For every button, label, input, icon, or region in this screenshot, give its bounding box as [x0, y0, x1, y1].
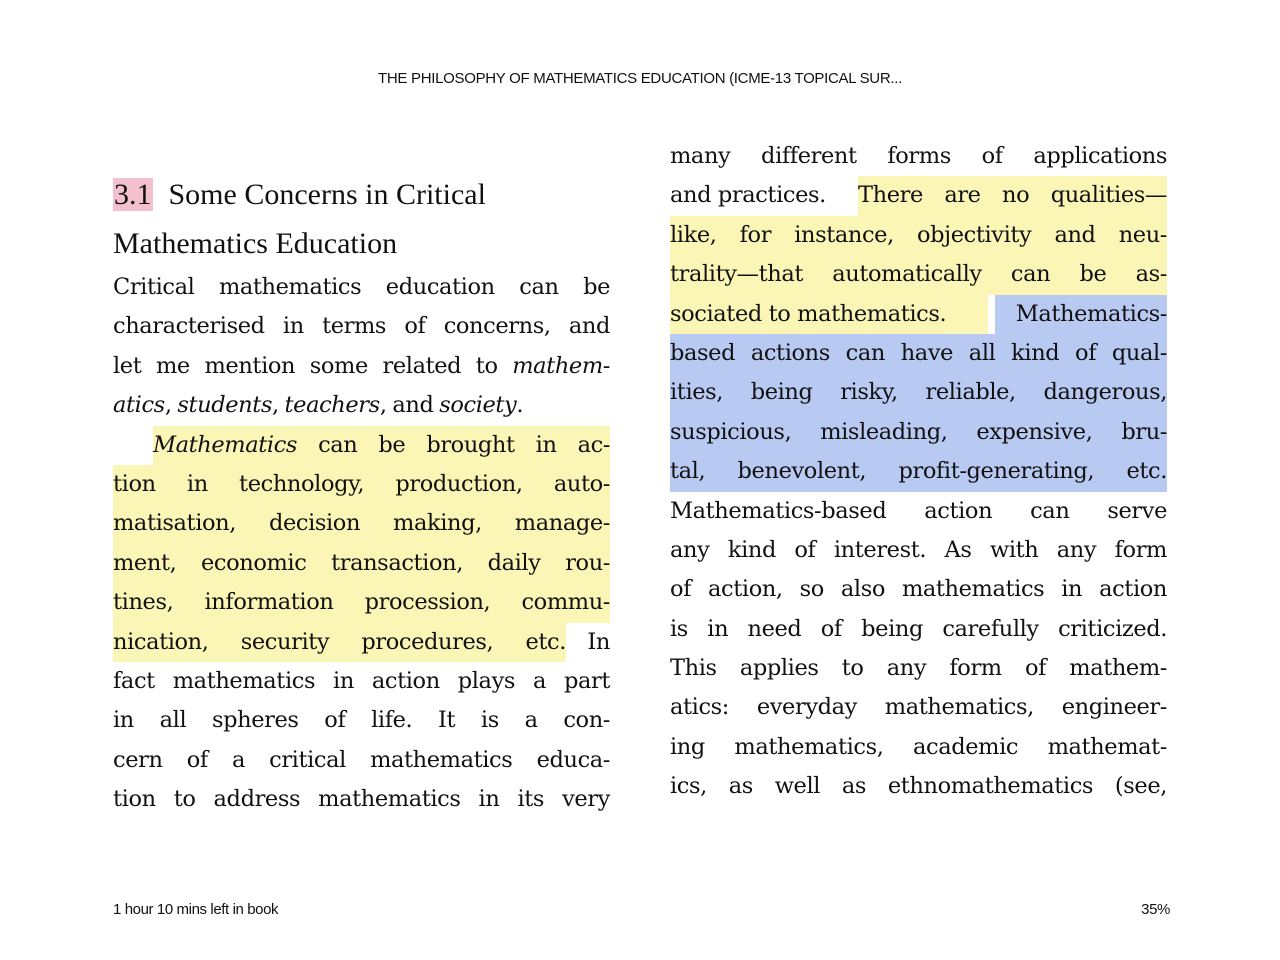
highlighted-line-blue[interactable]: based actions can have all kind of qual- [670, 334, 1167, 373]
text-line-two-highlights [670, 295, 1167, 334]
text-segment: and practices. [670, 182, 826, 209]
text-line: in all spheres of life. It is a con- [113, 707, 610, 734]
text-line: is in need of being carefully criticized. [670, 615, 1167, 642]
section-heading [113, 170, 610, 219]
highlighted-line[interactable]: matisation, decision making, manage- [113, 504, 610, 543]
text-segment: In [587, 628, 610, 655]
text-line: ics, as well as ethnomathematics (see, [670, 773, 1167, 800]
highlight-segment-blue[interactable]: Mathematics- [995, 295, 1167, 334]
time-left-in-book: 1 hour 10 mins left in book [113, 901, 279, 918]
text-line: Mathematics-based action can serve [670, 497, 1167, 524]
reading-progress-percent: 35% [1141, 901, 1170, 918]
text-line: fact mathematics in action plays a part [113, 667, 610, 694]
text-line: let me mention some related to mathem- [113, 352, 610, 379]
highlighted-line[interactable]: tion in technology, production, auto- [113, 465, 610, 504]
highlighted-line[interactable]: Mathematics can be brought in ac- [113, 426, 610, 465]
text-line-partial-highlight [113, 623, 610, 662]
highlighted-line[interactable]: ment, economic transaction, daily rou- [113, 544, 610, 583]
section-title-line2: Mathematics Education [113, 227, 398, 260]
right-page [670, 137, 1167, 807]
text-line: tion to address mathematics in its very [113, 786, 610, 813]
highlight-segment-yellow[interactable]: sociated to mathematics. [670, 295, 988, 334]
text-line: atics: everyday mathematics, engineer- [670, 694, 1167, 721]
section-number-highlighted[interactable]: 3.1 [114, 178, 152, 211]
highlight-segment[interactable]: nication, security procedures, etc. [113, 623, 566, 662]
text-line: atics, students, teachers, and society. [113, 392, 524, 419]
text-line: cern of a critical mathematics educa- [113, 746, 610, 773]
section-title-line1: Some Concerns in Critical [168, 178, 486, 211]
highlight-segment[interactable]: There are no qualities— [858, 176, 1167, 215]
highlighted-line[interactable]: like, for instance, objectivity and neu- [670, 216, 1167, 255]
highlighted-line-blue[interactable]: tal, benevolent, profit-generating, etc. [670, 452, 1167, 491]
text-line: This applies to any form of mathem- [670, 655, 1167, 682]
text-line-partial-highlight [670, 176, 1167, 215]
text-line: ing mathematics, academic mathemat- [670, 733, 1167, 760]
text-line: characterised in terms of concerns, and [113, 313, 610, 340]
left-page [113, 170, 610, 819]
highlighted-line-blue[interactable]: suspicious, misleading, expensive, bru- [670, 413, 1167, 452]
book-title: THE PHILOSOPHY OF MATHEMATICS EDUCATION (ICME-13 TOPICAL SUR... [378, 70, 902, 87]
text-line: of action, so also mathematics in action [670, 576, 1167, 603]
text-line: Critical mathematics education can be [113, 274, 610, 300]
highlighted-line-blue[interactable]: ities, being risky, reliable, dangerous, [670, 373, 1167, 412]
highlighted-line[interactable]: tines, information procession, commu- [113, 583, 610, 622]
text-line: many different forms of applications [670, 143, 1167, 169]
text-line: any kind of interest. As with any form [670, 536, 1167, 563]
highlighted-line[interactable]: trality—that automatically can be as- [670, 255, 1167, 294]
